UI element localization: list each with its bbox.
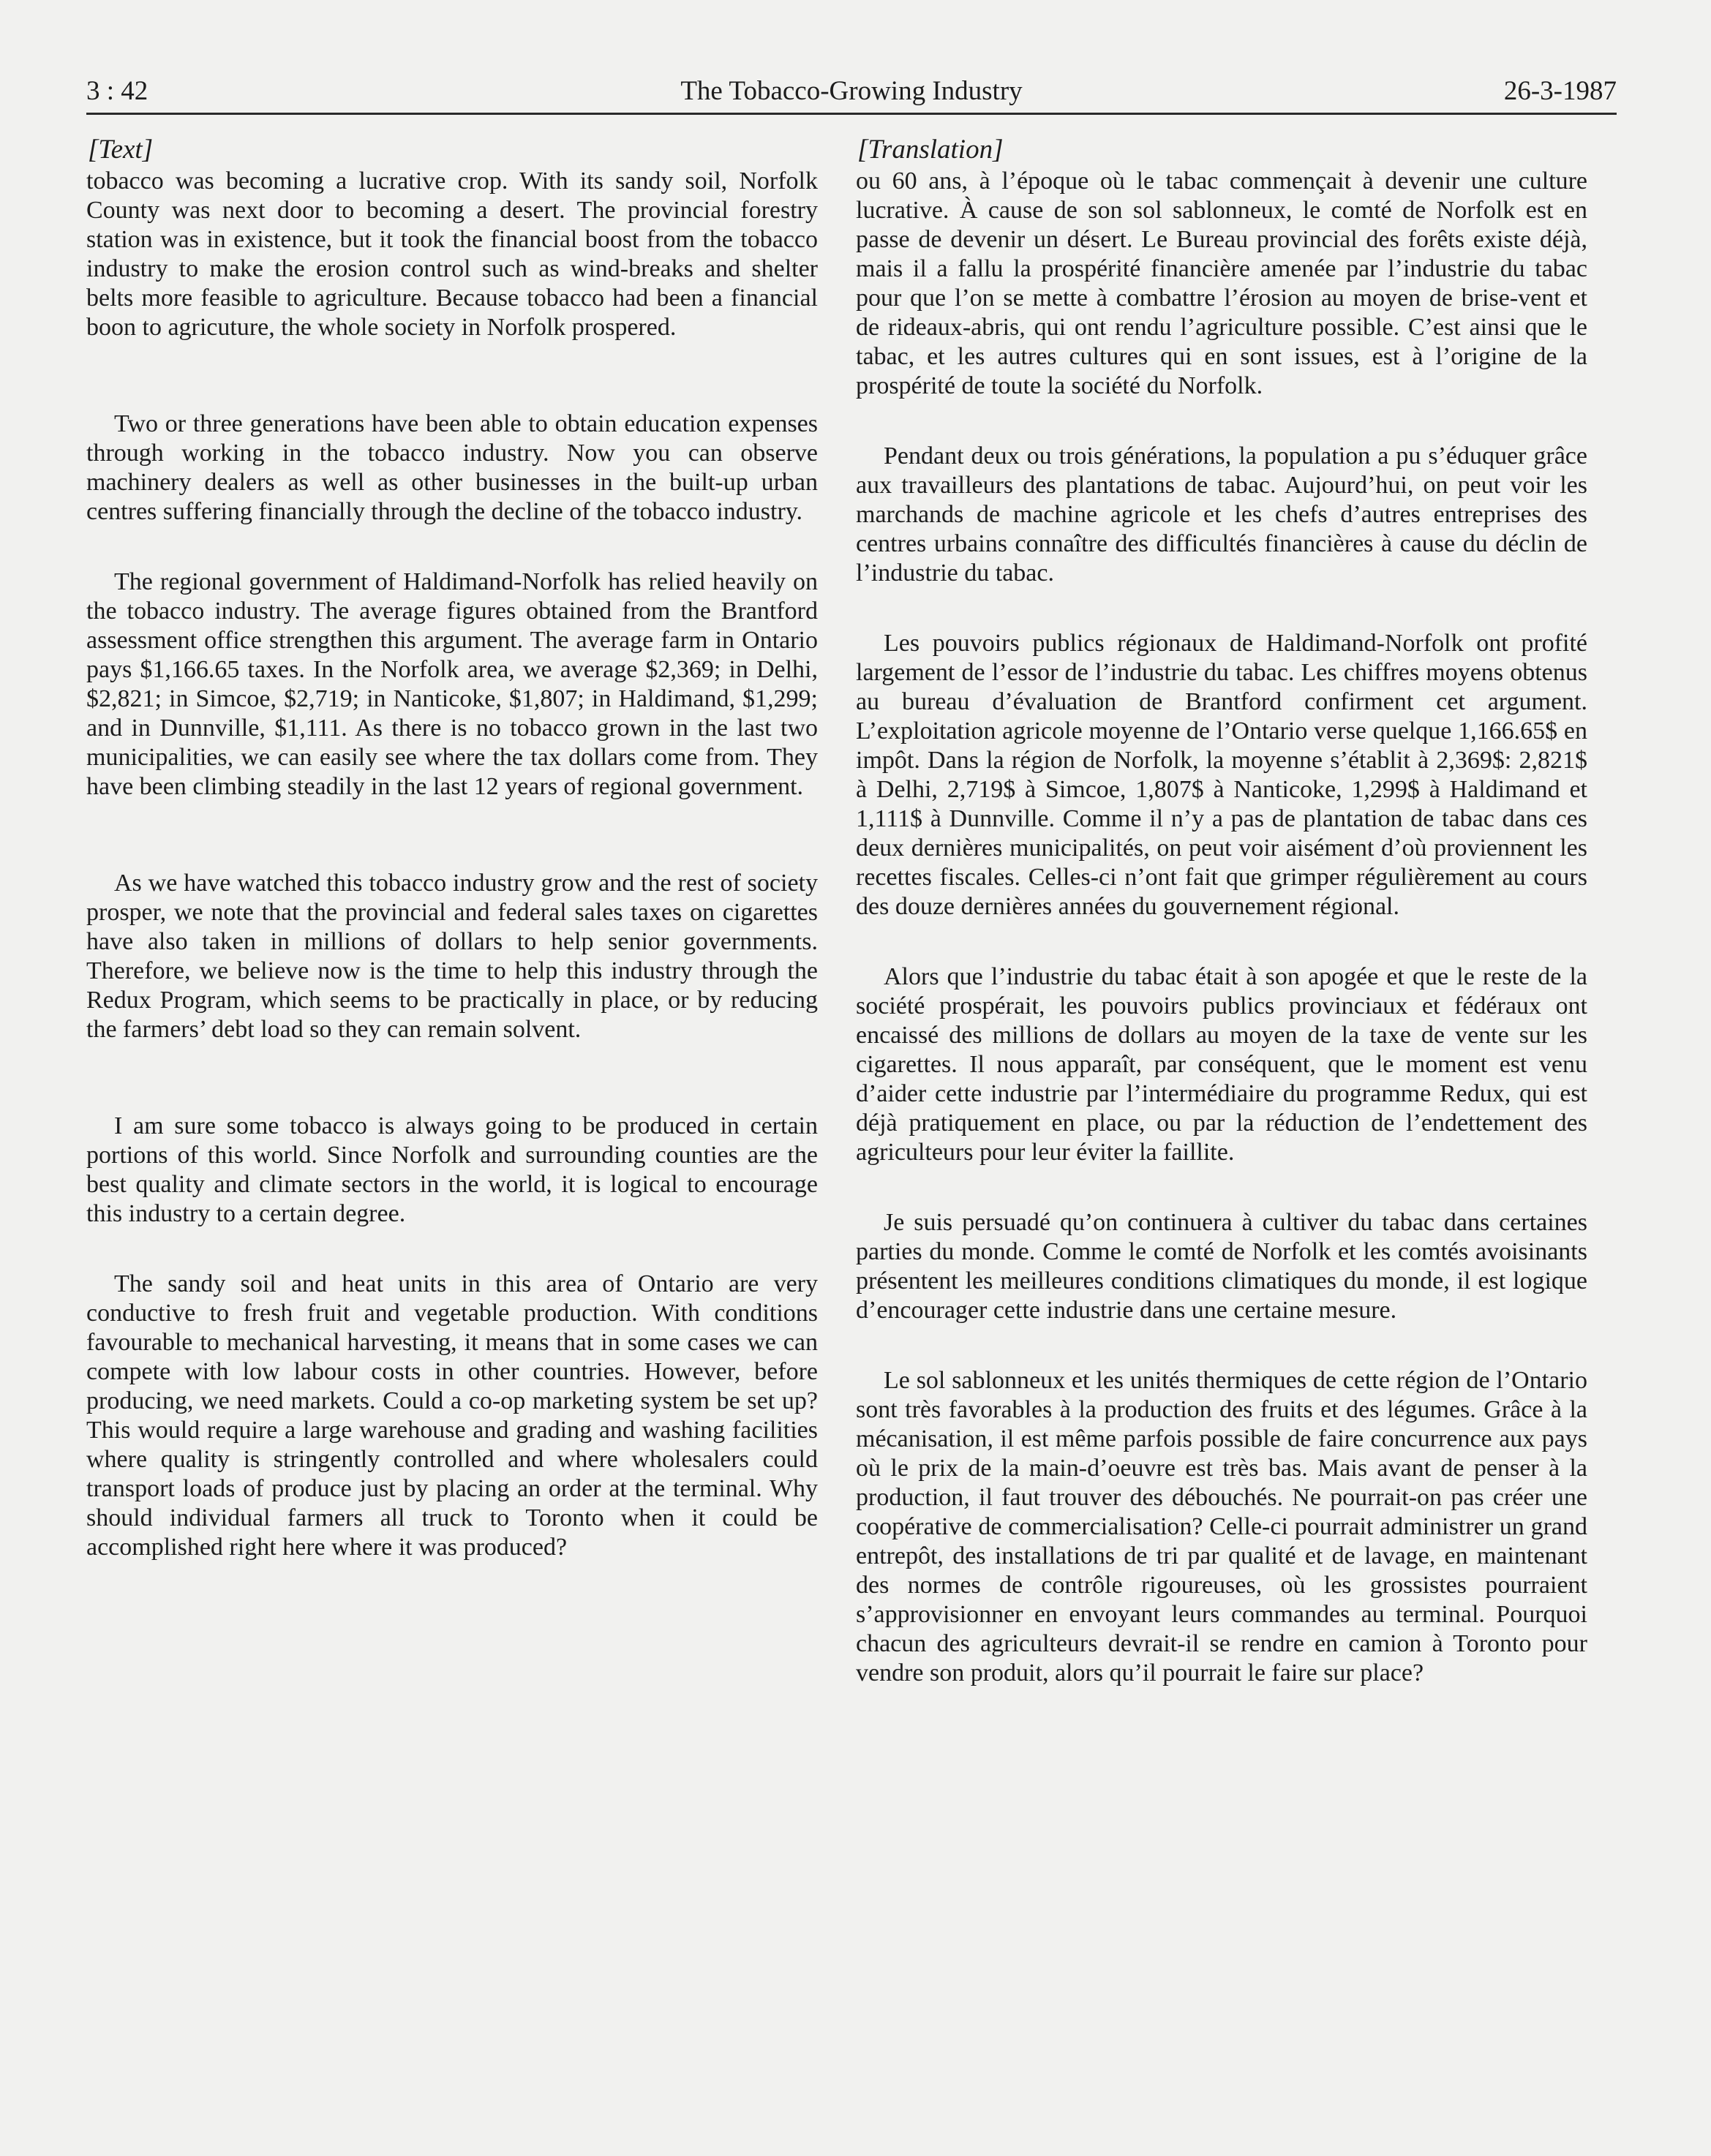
paragraph: Je suis persuadé qu’on continuera à cultiver du tabac dans certaines parties du monde. Comme le comté de Norfolk et les comtés avoisinants présentent les meilleures conditions climatiques du monde, il est logique d’encourager cette industrie dans une certaine mesure.: [856, 1209, 1587, 1324]
paragraph: Le sol sablonneux et les unités thermiques de cette région de l’Ontario sont très favorables à la production des fruits et des légumes. Grâce à la mécanisation, il est même parfois possible de faire concurrence aux pays où le prix de la main-d’oeuvre est très bas. Mais avant de penser à la production, il faut trouver des débouchés. Ne pourrait-on pas créer une coopérative de commercialisation? Celle-ci pourrait administrer un grand entrepôt, des installations de tri par qualité et de lavage, en maintenant des normes de contrôle rigoureuses, où les grossistes pourraient s’approvisionner en envoyant leurs commandes au terminal. Pourquoi chacun des agriculteurs devrait-il se rendre en camion à Toronto pour vendre son produit, alors qu’il pourrait le faire sur place?: [856, 1367, 1587, 1686]
paragraph: The sandy soil and heat units in this area of Ontario are very conductive to fresh fruit and vegetable production. With conditions favourable to mechanical harvesting, it means that in some cases we can compete with low labour costs in other countries. However, before producing, we need markets. Could a co-op marketing system be set up? This would require a large warehouse and grading and washing facilities where quality is stringently controlled and where wholesalers could transport loads of produce just by placing an order at the terminal. Why should individual farmers all truck to Toronto when it could be accomplished right here where it was produced?: [86, 1270, 818, 1561]
text-column-label: [Text]: [88, 135, 154, 165]
paragraph: I am sure some tobacco is always going to be produced in certain portions of this world. Since Norfolk and surrounding counties are the best quality and climate sectors in the world, it is logical to encourage this industry to a certain degree.: [86, 1112, 818, 1227]
paragraph: ou 60 ans, à l’époque où le tabac commençait à devenir une culture lucrative. À cause de son sol sablonneux, le comté de Norfolk est en passe de devenir un désert. Le Bureau provincial des forêts existe déjà, mais il a fallu la prospérité financière amenée par l’industrie du tabac pour que l’on se mette à combattre l’érosion au moyen de brise-vent et de rideaux-abris, qui ont rendu l’agriculture possible. C’est ainsi que le tabac, et les autres cultures qui en sont issues, est à l’origine de la prospérité de toute la société du Norfolk.: [856, 167, 1587, 399]
paragraph: As we have watched this tobacco industry grow and the rest of society prosper, we note that the provincial and federal sales taxes on cigarettes have also taken in millions of dollars to help senior governments. Therefore, we believe now is the time to help this industry through the Redux Program, which seems to be practically in place, or by reducing the farmers’ debt load so they can remain solvent.: [86, 870, 818, 1043]
header-date: 26-3-1987: [1503, 76, 1617, 106]
french-translation-column: [856, 133, 1587, 1688]
paragraph: tobacco was becoming a lucrative crop. With its sandy soil, Norfolk County was next door to becoming a desert. The provincial forestry station was in existence, but it took the financial boost from the tobacco industry to make the erosion control such as wind-breaks and shelter belts more feasible to agriculture. Because tobacco had been a financial boon to agricuture, the whole society in Norfolk prospered.: [86, 167, 818, 341]
english-text-column: [86, 133, 818, 1562]
paragraph: Pendant deux ou trois générations, la population a pu s’éduquer grâce aux travailleurs des plantations de tabac. Aujourd’hui, on peut voir les marchands de machine agricole et les chefs d’autres entreprises des centres urbains connaître des difficultés financières à cause du déclin de l’industrie du tabac.: [856, 442, 1587, 587]
running-title: The Tobacco-Growing Industry: [680, 76, 1023, 106]
paragraph: Two or three generations have been able to obtain education expenses through working in the tobacco industry. Now you can observe machinery dealers as well as other businesses in the built-up urban centres suffering financially through the decline of the tobacco industry.: [86, 410, 818, 525]
running-header: [86, 70, 1617, 115]
page-number: 3 : 42: [86, 76, 148, 106]
paragraph: The regional government of Haldimand-Norfolk has relied heavily on the tobacco industry. The average figures obtained from the Brantford assessment office strengthen this argument. The average farm in Ontario pays $1,166.65 taxes. In the Norfolk area, we average $2,369; in Delhi, $2,821; in Simcoe, $2,719; in Nanticoke, $1,807; in Haldimand, $1,299; and in Dunnville, $1,111. As there is no tobacco grown in the last two municipalities, we can easily see where the tax dollars come from. They have been climbing steadily in the last 12 years of regional government.: [86, 568, 818, 800]
paragraph: Alors que l’industrie du tabac était à son apogée et que le reste de la société prospérait, les pouvoirs publics provinciaux et fédéraux ont encaissé des millions de dollars au moyen de la taxe de vente sur les cigarettes. Il nous apparaît, par conséquent, que le moment est venu d’aider cette industrie par l’intermédiaire du programme Redux, qui est déjà pratiquement en place, ou par la réduction de l’endettement des agriculteurs pour leur éviter la faillite.: [856, 963, 1587, 1166]
paragraph: Les pouvoirs publics régionaux de Haldimand-Norfolk ont profité largement de l’essor de l’industrie du tabac. Les chiffres moyens obtenus au bureau d’évaluation de Brantford confirment cet argument. L’exploitation agricole moyenne de l’Ontario verse quelque 1,166.65$ en impôt. Dans la région de Norfolk, la moyenne s’établit à 2,369$: 2,821$ à Delhi, 2,719$ à Simcoe, 1,807$ à Nanticoke, 1,299$ à Haldimand et 1,111$ à Dunnville. Comme il n’y a pas de plantation de tabac dans ces deux dernières municipalités, on peut voir aisément d’où proviennent les recettes fiscales. Celles-ci n’ont fait que grimper régulièrement au cours des douze dernières années du gouvernement régional.: [856, 630, 1587, 920]
translation-column-label: [Translation]: [857, 135, 1004, 165]
